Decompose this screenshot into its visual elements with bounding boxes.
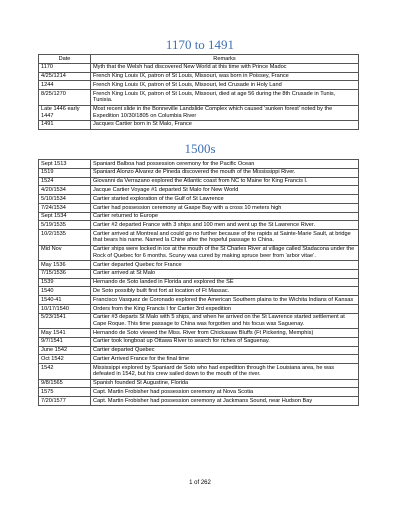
remarks-cell: French King Louis IX, patron of St Louis, Missouri, led Crusade in Holy Land xyxy=(91,81,359,90)
date-cell: 10/2/1535 xyxy=(39,230,91,245)
date-cell: 5/19/1535 xyxy=(39,221,91,230)
date-cell: 9/8/1565 xyxy=(39,379,91,388)
header-remarks: Remarks xyxy=(91,55,359,64)
remarks-cell: Spaniard Balboa had possession ceremony for the Pacific Ocean xyxy=(91,160,359,169)
date-cell: 1540-41 xyxy=(39,296,91,305)
remarks-cell: Giovanni da Verrazano explored the Atlantic coast from NC to Maine for King Francis I. xyxy=(91,177,359,186)
remarks-cell: Francisco Vasquez de Coronado explored the American Southern plains to the Wichita Indians of Kansas xyxy=(91,296,359,305)
remarks-cell: Cartier arrived at Montreal and could go no further because of the rapids at Sainte-Marie Sault, at bridge that bears his name. Named la Chine after the hopeful passage to China. xyxy=(91,230,359,245)
section-title-1170-1491: 1170 to 1491 xyxy=(165,37,235,52)
date-cell: 1575 xyxy=(39,388,91,397)
table-header-row xyxy=(39,55,359,64)
remarks-cell: Cartier arrived at St Malo xyxy=(91,269,359,278)
date-cell: 1524 xyxy=(39,177,91,186)
remarks-cell: Cartier Arrived France for the final time xyxy=(91,355,359,364)
date-cell: 1244 xyxy=(39,81,91,90)
table-row xyxy=(39,337,359,346)
remarks-cell: Hernando de Soto viewed the Miss. River from Chickasaw Bluffs (Ft Pickering, Memphis) xyxy=(91,329,359,338)
table-row xyxy=(39,313,359,328)
remarks-cell: Spanish founded St Augustine, Florida xyxy=(91,379,359,388)
table-row xyxy=(39,261,359,270)
table-row xyxy=(39,230,359,245)
date-cell: 5/23/1541 xyxy=(39,313,91,328)
date-cell: May 1536 xyxy=(39,261,91,270)
remarks-cell: Cartier had possession ceremony at Gaspe Bay with a cross 10 meters high xyxy=(91,203,359,212)
remarks-cell: Cartier departed Quebec xyxy=(91,346,359,355)
table-row xyxy=(39,186,359,195)
table-row xyxy=(39,72,359,81)
table-row xyxy=(39,177,359,186)
table-row xyxy=(39,63,359,72)
remarks-cell: Capt. Martin Frobisher had possession ceremony at Jackmans Sound, near Hudson Bay xyxy=(91,397,359,406)
remarks-cell: Most recent slide in the Bonneville Landslide Complex which caused ‘sunken forest’ noted by the Expedition 10/30/1805 on Columbia River xyxy=(91,105,359,120)
remarks-cell: Jacque Cartier Voyage #1 departed St Malo for New World xyxy=(91,186,359,195)
date-cell: 7/20/1577 xyxy=(39,397,91,406)
table-row xyxy=(39,212,359,221)
date-cell: 7/24/1534 xyxy=(39,203,91,212)
remarks-cell: Cartier departed Quebec for France xyxy=(91,261,359,270)
remarks-cell: Cartier returned to Europe xyxy=(91,212,359,221)
date-cell: 10/17/1540 xyxy=(39,304,91,313)
date-cell: 1491 xyxy=(39,120,91,129)
table-row xyxy=(39,346,359,355)
remarks-cell: Mississippi explored by Spaniard de Soto who had expedition through the Louisiana area, he was defeated in 1542, but his crew sailed down to the mouth of the river. xyxy=(91,364,359,379)
date-cell: Sept 1513 xyxy=(39,160,91,169)
table-row xyxy=(39,195,359,204)
table-row xyxy=(39,287,359,296)
table-row xyxy=(39,304,359,313)
table-row xyxy=(39,397,359,406)
date-cell: Late 1446 early 1447 xyxy=(39,105,91,120)
date-cell: 1519 xyxy=(39,168,91,177)
page-number: 1 of 262 xyxy=(189,480,211,486)
table-row xyxy=(39,269,359,278)
remarks-cell: Cartier ships were locked in ice at the mouth of the St Charles River at village called Stadacona under the Rock of Quebec for 6 months. Scurvy was cured by making spruce beer from ‘arbor vitae’. xyxy=(91,245,359,260)
table-row xyxy=(39,120,359,129)
table-row xyxy=(39,81,359,90)
table-row xyxy=(39,379,359,388)
date-cell: Mid Nov xyxy=(39,245,91,260)
table-row xyxy=(39,168,359,177)
remarks-cell: French King Louis IX, patron of St Louis, Missouri, died at age 56 during the 8th Crusade in Tunis, Tunisia. xyxy=(91,90,359,105)
remarks-cell: De Soto possibly built first fort at location of Ft Massac. xyxy=(91,287,359,296)
date-cell: 1540 xyxy=(39,287,91,296)
date-cell: Oct 1542 xyxy=(39,355,91,364)
remarks-cell: Hernando de Soto landed in Florida and explored the SE xyxy=(91,278,359,287)
table-row xyxy=(39,388,359,397)
table-row xyxy=(39,355,359,364)
date-cell: June 1542 xyxy=(39,346,91,355)
section-title-1500s: 1500s xyxy=(184,141,216,156)
remarks-cell: Myth that the Welsh had discovered New World at this time with Prince Madoc xyxy=(91,63,359,72)
remarks-cell: Orders from the King Francis I for Cartier 3rd expedition xyxy=(91,304,359,313)
remarks-cell: Capt. Martin Frobisher had possession ceremony at Nova Scotia xyxy=(91,388,359,397)
date-cell: Sept 1534 xyxy=(39,212,91,221)
date-cell: 8/25/1270 xyxy=(39,90,91,105)
remarks-cell: Cartier #2 departed France with 3 ships and 100 men and went up the St Lawrence River. xyxy=(91,221,359,230)
date-cell: 9/7/1541 xyxy=(39,337,91,346)
date-cell: 7/15/1536 xyxy=(39,269,91,278)
table-row xyxy=(39,329,359,338)
date-cell: 4/20/1534 xyxy=(39,186,91,195)
table-row xyxy=(39,278,359,287)
table-row xyxy=(39,364,359,379)
table-row xyxy=(39,221,359,230)
remarks-cell: French King Louis IX, patron of St Louis, Missouri, was born in Poissey, France xyxy=(91,72,359,81)
remarks-cell: Cartier took longboat up Ottawa River to search for riches of Saguenay. xyxy=(91,337,359,346)
header-date: Date xyxy=(39,55,91,64)
table-row xyxy=(39,245,359,260)
table-row xyxy=(39,105,359,120)
table-1170-1491 xyxy=(38,54,359,130)
table-row xyxy=(39,296,359,305)
table-row xyxy=(39,90,359,105)
remarks-cell: Cartier started exploration of the Gulf of St Lawrence xyxy=(91,195,359,204)
date-cell: 4/25/1214 xyxy=(39,72,91,81)
date-cell: 5/10/1534 xyxy=(39,195,91,204)
remarks-cell: Spaniard Alonzo Alvarez de Pineda discovered the mouth of the Mississippi River. xyxy=(91,168,359,177)
date-cell: 1170 xyxy=(39,63,91,72)
remarks-cell: Jacques Cartier born in St Malo, France xyxy=(91,120,359,129)
table-row xyxy=(39,160,359,169)
date-cell: 1542 xyxy=(39,364,91,379)
date-cell: May 1541 xyxy=(39,329,91,338)
table-row xyxy=(39,203,359,212)
remarks-cell: Cartier #3 departs St Malo with 5 ships, and when he arrived on the St Lawrence started settlement at Cape Roque. This time passage to China was forgotten and his focus was Saguenay. xyxy=(91,313,359,328)
table-1500s xyxy=(38,159,359,406)
date-cell: 1539 xyxy=(39,278,91,287)
